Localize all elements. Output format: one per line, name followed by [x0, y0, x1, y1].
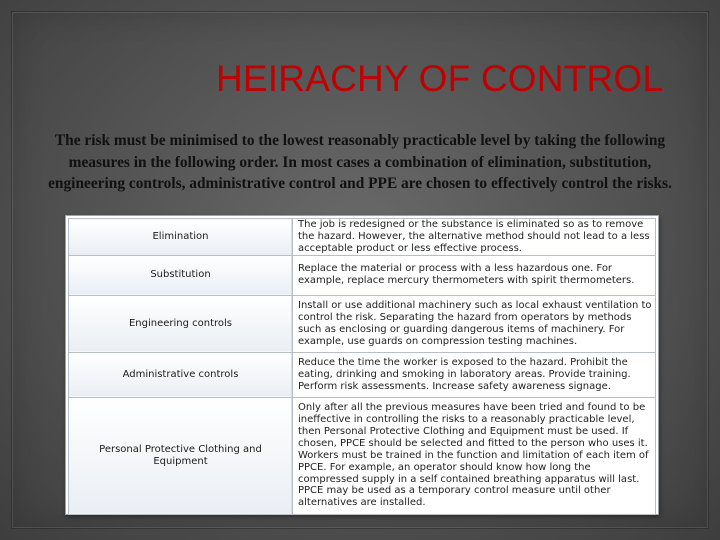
control-measure-cell: Administrative controls	[69, 352, 293, 397]
control-description-cell: The job is redesigned or the substance is eliminated so as to remove the hazard. However, the alternative method should not lead to a less acceptable product or less effective process.	[293, 219, 656, 256]
control-measure-cell: Engineering controls	[69, 295, 293, 352]
table-row	[69, 255, 656, 295]
control-description-cell: Reduce the time the worker is exposed to the hazard. Prohibit the eating, drinking and smoking in laboratory areas. Provide training. Perform risk assessments. Increase safety awareness signage.	[293, 352, 656, 397]
intro-paragraph: The risk must be minimised to the lowest reasonably practicable level by taking the following measures in the following order. In most cases a combination of elimination, substitution, engineering controls, administrative control and PPE are chosen to effectively control the risks.	[48, 132, 672, 192]
control-description-cell: Replace the material or process with a less hazardous one. For example, replace mercury thermometers with spirit thermometers.	[293, 255, 656, 295]
hierarchy-table	[68, 218, 656, 515]
control-measure-cell: Personal Protective Clothing and Equipment	[69, 397, 293, 514]
control-description-cell: Install or use additional machinery such as local exhaust ventilation to control the risk. Separating the hazard from operators by methods such as enclosing or guarding dangerous items of machinery. For example, use guards on compression testing machines.	[293, 295, 656, 352]
table-row	[69, 295, 656, 352]
control-measure-cell: Substitution	[69, 255, 293, 295]
hierarchy-table-image	[65, 215, 659, 515]
table-row	[69, 219, 656, 256]
table-row	[69, 352, 656, 397]
control-measure-cell: Elimination	[69, 219, 293, 256]
control-description-cell: Only after all the previous measures have been tried and found to be ineffective in controlling the risks to a reasonably practicable level, then Personal Protective Clothing and Equipment must be used. If chosen, PPCE should be selected and fitted to the person who uses it. Workers must be trained in the function and limitation of each item of PPCE. For example, an operator should know how long the compressed supply in a self contained breathing apparatus will last. PPCE may be used as a temporary control measure until other alternatives are installed.	[293, 397, 656, 514]
table-row	[69, 397, 656, 514]
slide-title: HEIRACHY OF CONTROL	[216, 58, 664, 99]
